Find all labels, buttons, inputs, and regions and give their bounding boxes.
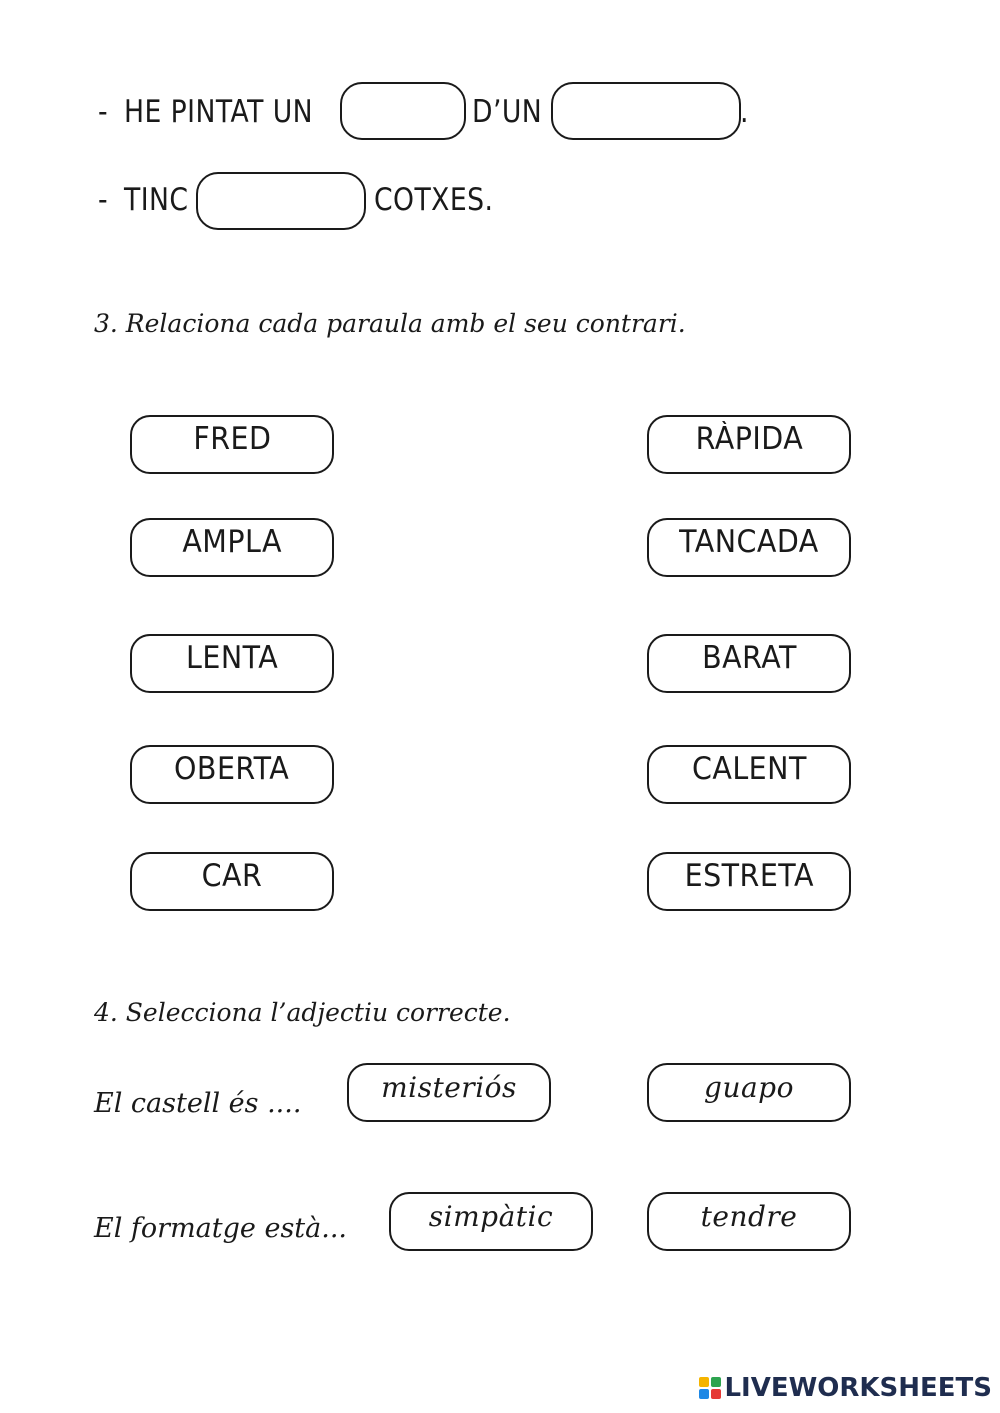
line2-text-before: TINC	[124, 182, 189, 218]
line1-text-before: HE PINTAT UN	[124, 94, 314, 130]
question-2-prompt: El formatge està...	[94, 1213, 348, 1244]
match-left-oberta[interactable]	[130, 745, 334, 804]
match-left-lenta[interactable]	[130, 634, 334, 693]
blank-input-2[interactable]	[551, 82, 741, 140]
option-simpatic[interactable]	[389, 1192, 593, 1251]
line2-text-after: COTXES.	[374, 182, 494, 218]
match-label: FRED	[192, 421, 272, 457]
exercise-4-instruction: 4. Selecciona l’adjectiu correcte.	[94, 998, 511, 1027]
line1-period: .	[740, 94, 749, 130]
match-label: RÀPIDA	[695, 421, 803, 457]
blank-input-1[interactable]	[340, 82, 466, 140]
brand-text: LIVEWORKSHEETS	[724, 1373, 992, 1403]
option-guapo[interactable]	[647, 1063, 851, 1122]
match-label: ESTRETA	[684, 858, 814, 894]
match-label: TANCADA	[679, 524, 819, 560]
match-right-estreta[interactable]	[647, 852, 851, 911]
match-left-fred[interactable]	[130, 415, 334, 474]
blank-input-3[interactable]	[196, 172, 366, 230]
exercise-3-instruction: 3. Relaciona cada paraula amb el seu contrari.	[94, 309, 686, 338]
match-right-rapida[interactable]	[647, 415, 851, 474]
match-left-car[interactable]	[130, 852, 334, 911]
liveworksheets-brand	[699, 1373, 992, 1403]
line1-dash: -	[98, 94, 109, 130]
line2-dash: -	[98, 182, 109, 218]
match-label: BARAT	[701, 640, 797, 676]
match-right-barat[interactable]	[647, 634, 851, 693]
match-left-ampla[interactable]	[130, 518, 334, 577]
match-label: CALENT	[691, 751, 807, 787]
match-label: AMPLA	[182, 524, 282, 560]
match-right-calent[interactable]	[647, 745, 851, 804]
match-label: OBERTA	[174, 751, 290, 787]
match-right-tancada[interactable]	[647, 518, 851, 577]
option-label: misteriós	[381, 1071, 517, 1104]
match-label: CAR	[201, 858, 263, 894]
option-label: tendre	[700, 1200, 798, 1233]
option-label: simpàtic	[428, 1200, 554, 1233]
option-misterios[interactable]	[347, 1063, 551, 1122]
line1-text-middle: D’UN	[472, 94, 543, 130]
option-label: guapo	[704, 1071, 794, 1104]
liveworksheets-logo-icon	[699, 1377, 721, 1399]
match-label: LENTA	[185, 640, 279, 676]
question-1-prompt: El castell és ....	[94, 1088, 302, 1119]
option-tendre[interactable]	[647, 1192, 851, 1251]
